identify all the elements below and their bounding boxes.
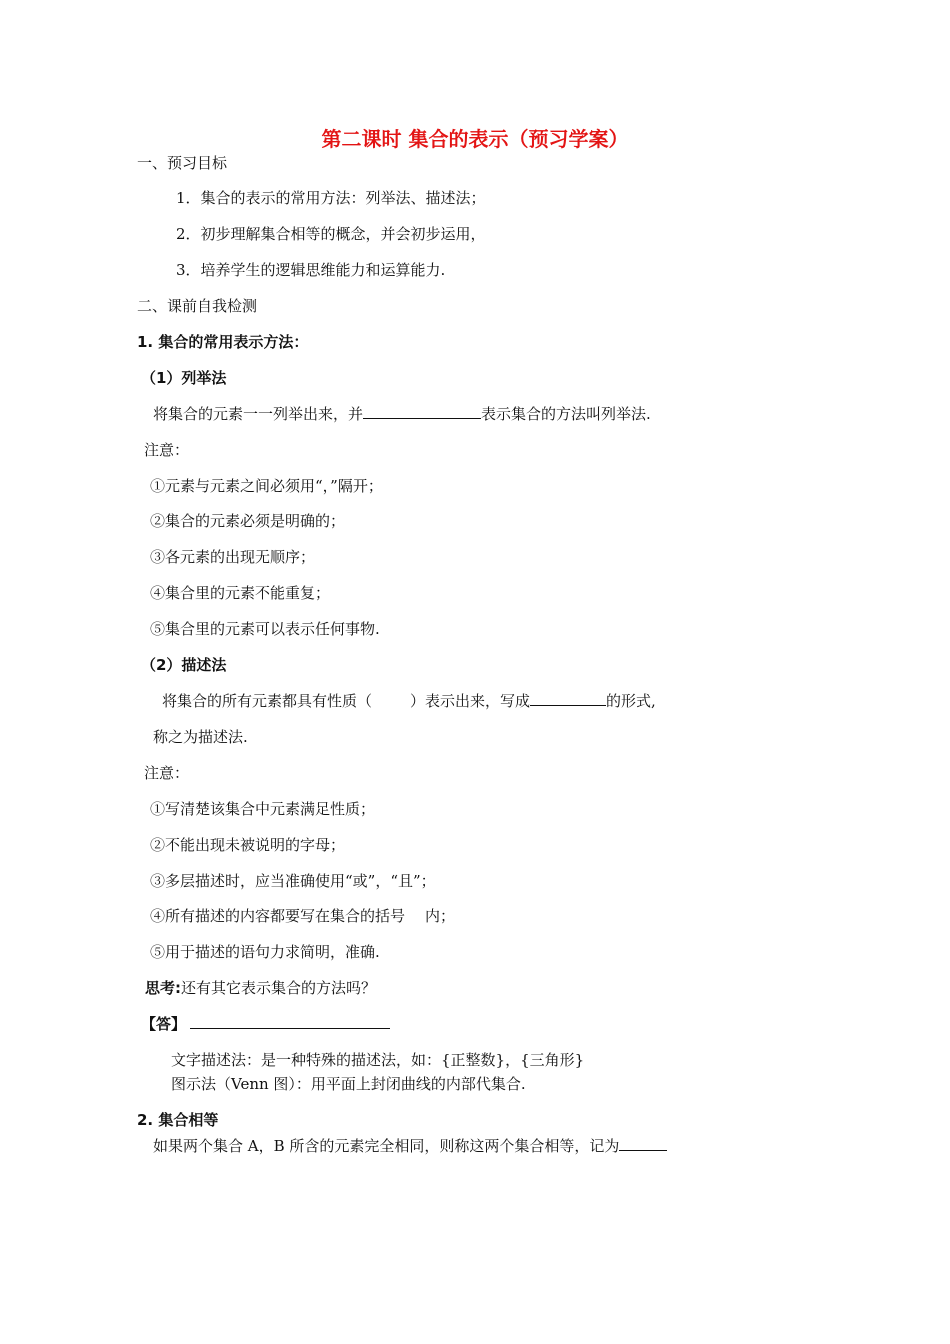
- description-definition-part2: ）表示出来，写成: [410, 692, 531, 710]
- think-text: 还有其它表示集合的方法吗？: [181, 979, 377, 997]
- section-heading-objectives: 一、预习目标: [137, 154, 228, 172]
- description-definition-part1: 将集合的所有元素都具有性质（: [162, 692, 373, 710]
- note-label: 注意：: [144, 441, 190, 459]
- note-item: [150, 906, 455, 926]
- answer-blank[interactable]: [190, 1014, 390, 1029]
- think-prompt: [145, 978, 376, 998]
- answer-row: [141, 1014, 390, 1034]
- description-definition: [162, 691, 656, 711]
- enumeration-heading: （1）列举法: [141, 369, 227, 387]
- fill-blank[interactable]: [363, 404, 481, 419]
- description-heading: （2）描述法: [141, 656, 227, 674]
- note-item: ⑤集合里的元素可以表示任何事物.: [150, 620, 380, 638]
- note-item: ②集合的元素必须是明确的；: [150, 512, 346, 530]
- answer-line: 图示法（Venn 图）：用平面上封闭曲线的内部代集合.: [171, 1075, 526, 1093]
- answer-label: 【答】: [141, 1015, 187, 1033]
- fill-blank[interactable]: [619, 1136, 667, 1151]
- note-item-text: ④所有描述的内容都要写在集合的括号: [150, 907, 406, 925]
- fill-blank[interactable]: [530, 691, 606, 706]
- objective-item: 2．初步理解集合相等的概念，并会初步运用，: [176, 225, 486, 243]
- note-item: ③各元素的出现无顺序；: [150, 548, 316, 566]
- note-item: ③多层描述时，应当准确使用“或”，“且”；: [150, 872, 436, 890]
- enumeration-definition-start: 将集合的元素一一列举出来，并: [153, 405, 364, 423]
- note-item: ①写清楚该集合中元素满足性质；: [150, 800, 376, 818]
- enumeration-definition: [153, 404, 651, 424]
- objective-item: 3．培养学生的逻辑思维能力和运算能力.: [176, 261, 446, 279]
- question-2-heading: 2. 集合相等: [137, 1111, 219, 1129]
- note-item-tail: 内；: [425, 907, 456, 925]
- question-1-heading: 1. 集合的常用表示方法：: [137, 333, 309, 351]
- description-definition-part3: 的形式,: [606, 692, 656, 710]
- set-equality-text: [153, 1136, 667, 1156]
- think-label: 思考:: [145, 979, 181, 997]
- note-label: 注意：: [144, 764, 190, 782]
- note-item: ⑤用于描述的语句力求简明，准确.: [150, 943, 380, 961]
- note-item: ②不能出现未被说明的字母；: [150, 836, 346, 854]
- note-item: ④集合里的元素不能重复；: [150, 584, 331, 602]
- set-equality-statement: 如果两个集合 A，B 所含的元素完全相同，则称这两个集合相等，记为: [153, 1137, 620, 1155]
- note-item: ①元素与元素之间必须用“，”隔开；: [150, 477, 383, 495]
- description-definition-cont: 称之为描述法.: [153, 728, 248, 746]
- page-title: 第二课时 集合的表示（预习学案）: [321, 127, 629, 151]
- answer-line: 文字描述法：是一种特殊的描述法，如：{正整数}，{三角形}: [171, 1051, 585, 1069]
- objective-item: 1．集合的表示的常用方法：列举法、描述法；: [176, 189, 486, 207]
- section-heading-selfcheck: 二、课前自我检测: [137, 297, 258, 315]
- enumeration-definition-end: 表示集合的方法叫列举法.: [481, 405, 651, 423]
